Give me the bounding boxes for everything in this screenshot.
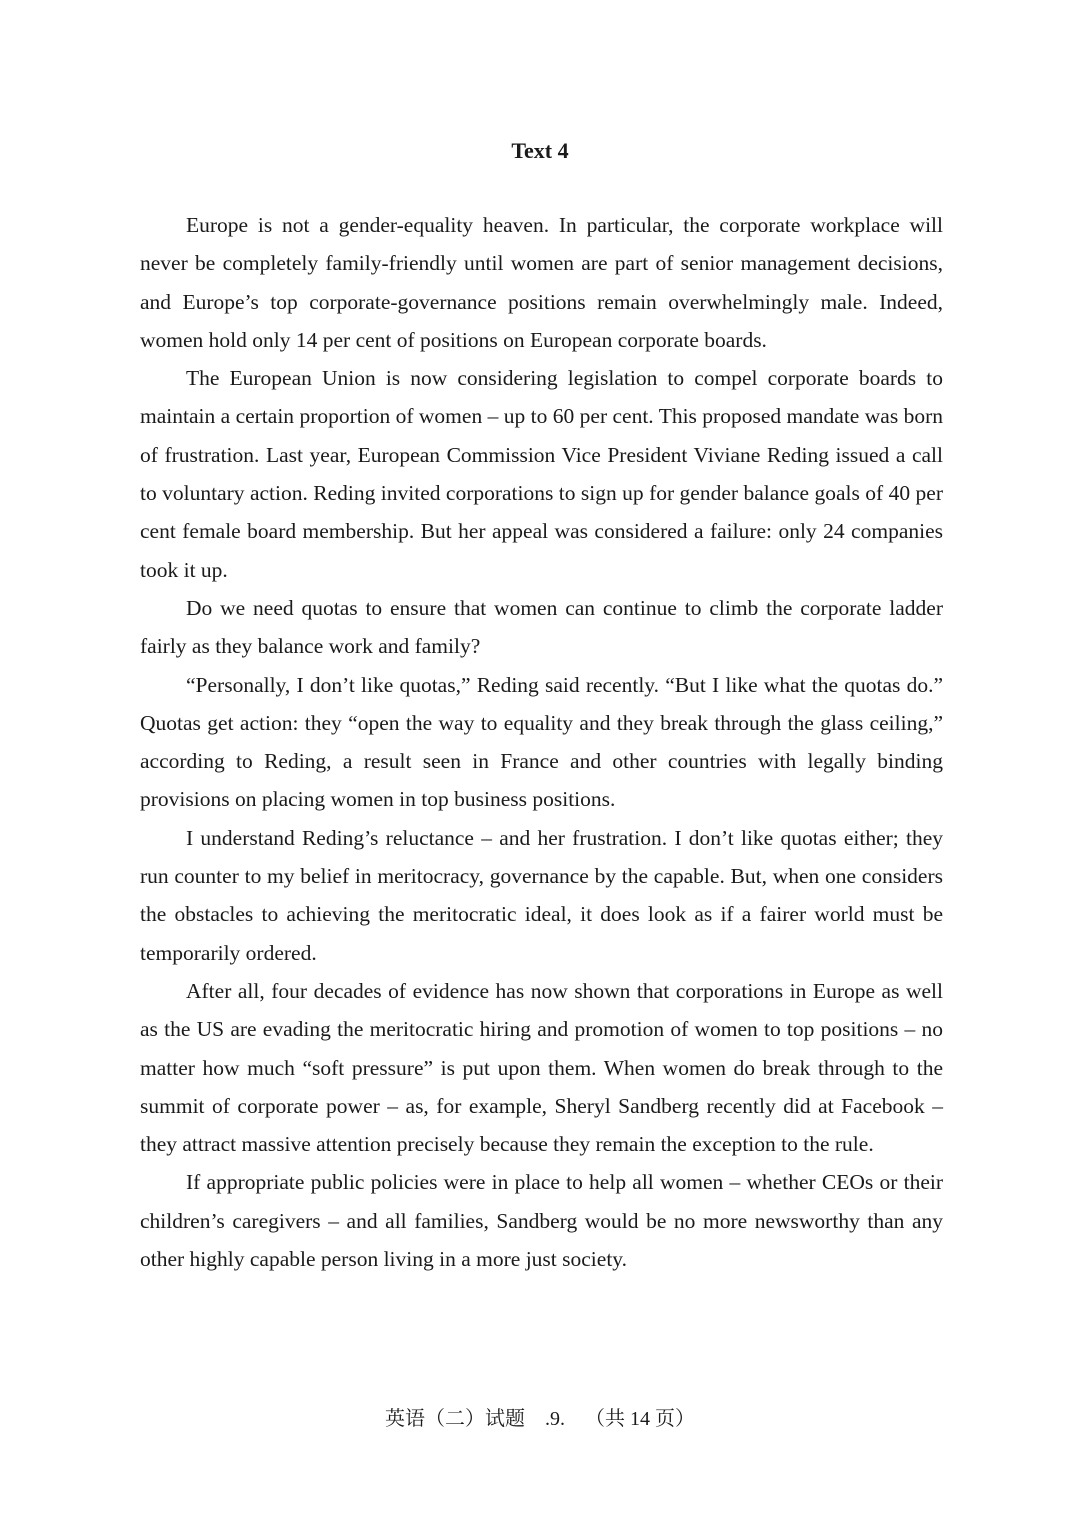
paragraph-6: After all, four decades of evidence has now shown that corporations in Europe as well as the US are evading the meritocratic hiring and promotion of women to top positions – no matter how much “soft pressure” is put upon them. When women do break through to the summit of corporate power – as, for example, Sheryl Sandberg recently did at Facebook – they attract massive attention precisely because they remain the exception to the rule.: [140, 978, 943, 1157]
page-footer: 英语（二）试题 .9. （共 14 页）: [385, 1408, 695, 1430]
passage-title: Text 4: [511, 138, 569, 163]
paragraph-4: “Personally, I don’t like quotas,” Reding said recently. “But I like what the quotas do.” Quotas get action: they “open the way to equality and they break through the glass ceiling,” according to Reding, a result seen in France and other countries with legally binding provisions on placing women in top business positions.: [140, 672, 943, 812]
passage-body: [140, 206, 943, 1278]
paragraph-7: If appropriate public policies were in place to help all women – whether CEOs or their children’s caregivers – and all families, Sandberg would be no more newsworthy than any other highly capable person living in a more just society.: [140, 1170, 943, 1272]
paragraph-5: I understand Reding’s reluctance – and her frustration. I don’t like quotas either; they run counter to my belief in meritocracy, governance by the capable. But, when one considers the obstacles to achieving the meritocratic ideal, it does look as if a fairer world must be temporarily ordered.: [140, 825, 943, 965]
paragraph-2: The European Union is now considering legislation to compel corporate boards to maintain a certain proportion of women – up to 60 per cent. This proposed mandate was born of frustration. Last year, European Commission Vice President Viviane Reding issued a call to voluntary action. Reding invited corporations to sign up for gender balance goals of 40 per cent female board membership. But her appeal was considered a failure: only 24 companies took it up.: [140, 366, 943, 582]
paragraph-3: Do we need quotas to ensure that women can continue to climb the corporate ladder fairly as they balance work and family?: [140, 595, 943, 659]
paragraph-1: Europe is not a gender-equality heaven. In particular, the corporate workplace will never be completely family-friendly until women are part of senior management decisions, and Europe’s top corporate-governance positions remain overwhelmingly male. Indeed, women hold only 14 per cent of positions on European corporate boards.: [140, 213, 943, 352]
